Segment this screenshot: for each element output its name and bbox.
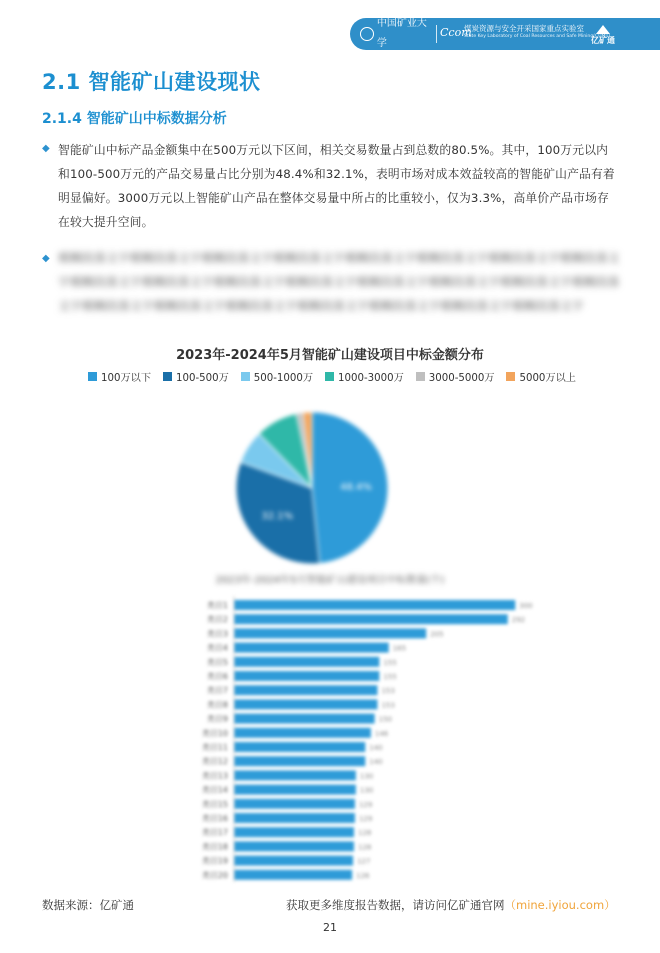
promo-line <box>286 897 616 913</box>
bar <box>234 714 375 724</box>
legend-item <box>416 368 495 384</box>
bar-value-label: 150 <box>378 715 392 724</box>
bar <box>234 699 377 709</box>
bar-category-label: 类目5 <box>206 657 228 667</box>
bar-value-label: 126 <box>356 871 370 880</box>
logo-divider <box>436 25 437 43</box>
bar-value-label: 205 <box>430 630 444 639</box>
bar-value-label: 140 <box>369 744 383 752</box>
website-link[interactable]: mine.iyiou.com <box>516 898 605 912</box>
legend-swatch <box>416 372 425 381</box>
bar-category-label: 类目4 <box>206 643 228 653</box>
bar-category-label: 类目1 <box>206 601 228 610</box>
university-logo-text: 中国矿业大学 <box>376 18 427 49</box>
promo-paren-open: （ <box>504 898 516 912</box>
diamond-bullet-icon: ◆ <box>42 143 50 154</box>
bar <box>234 785 356 795</box>
legend-label: 5000万以上 <box>519 372 576 384</box>
bar-category-label: 类目7 <box>206 686 228 696</box>
bar-value-label: 155 <box>383 673 397 681</box>
bar-value-label: 127 <box>357 857 371 866</box>
header-band <box>0 0 660 50</box>
diamond-bullet-icon: ◆ <box>42 253 50 264</box>
bar-chart-svg <box>62 596 562 882</box>
promo-paren-close: ） <box>604 898 616 912</box>
pie-slice-label: 32.1% <box>261 511 294 523</box>
bar-category-label: 类目6 <box>206 672 228 681</box>
bar-value-label: 165 <box>392 644 407 653</box>
promo-text: 获取更多维度报告数据，请访问亿矿通官网 <box>286 898 505 912</box>
bar-value-label: 153 <box>381 687 395 696</box>
lab-name-en: State Key Laboratory of Coal Resources and Safe Mining(CUMT) <box>464 34 611 39</box>
legend-label: 3000-5000万 <box>428 372 495 384</box>
legend-swatch <box>163 372 172 381</box>
analysis-paragraph: 智能矿山中标产品金额集中在500万元以下区间，相关交易数量占到总数的80.5%。其中，100万元以内和100-500万元的产品交易量占比分别为48.4%和32.1%，表明市场对成本效益较高的智能矿山产品有着明显偏好。3000万元以上智能矿山产品在整体交易量中所占的比重较小，仅为3.3%，高单价产品市场存在较大提升空间。 <box>58 143 615 229</box>
legend-item <box>163 368 229 384</box>
bar <box>234 600 515 610</box>
legend-swatch <box>241 372 250 381</box>
bar-value-label: 292 <box>511 616 526 625</box>
legend-label: 100-500万 <box>176 372 229 384</box>
bar-category-label: 类目17 <box>201 828 228 838</box>
legend-item <box>506 368 576 384</box>
bar <box>234 870 352 880</box>
pie-slice-label: 48.4% <box>340 481 372 493</box>
bar <box>234 827 354 837</box>
bar <box>234 643 389 653</box>
bar-category-label: 类目9 <box>206 714 228 724</box>
bar-category-label: 类目16 <box>201 814 228 823</box>
bar <box>234 813 355 823</box>
page-number: 21 <box>323 921 337 934</box>
bar <box>234 841 354 851</box>
bar-category-label: 类目10 <box>201 728 228 738</box>
bar-category-label: 类目19 <box>201 856 228 866</box>
legend-label: 100万以下 <box>101 372 152 384</box>
bar-value-label: 140 <box>369 758 383 767</box>
bar-value-label: 129 <box>358 800 373 809</box>
bar <box>234 770 356 780</box>
pie-chart-svg <box>232 392 392 572</box>
bar-category-label: 类目15 <box>201 799 228 809</box>
lab-logo-mark: Ccom <box>440 26 472 39</box>
bar-category-label: 类目8 <box>206 700 228 710</box>
university-logo <box>360 18 436 49</box>
bar-value-label: 146 <box>374 729 389 738</box>
bar <box>234 756 365 766</box>
data-source: 数据来源：亿矿通 <box>42 898 134 912</box>
brand-logo <box>590 24 622 46</box>
bar-value-label: 130 <box>359 786 374 795</box>
bar <box>234 799 355 809</box>
bar-category-label: 类目3 <box>206 629 228 639</box>
legend-item <box>88 368 151 384</box>
pie-chart-title: 2023年-2024年5月智能矿山建设项目中标金额分布 <box>176 348 484 363</box>
section-subtitle: 2.1.4 智能矿山中标数据分析 <box>42 111 227 127</box>
bar-value-label: 128 <box>358 843 372 852</box>
bar-category-label: 类目12 <box>201 757 228 767</box>
bar-value-label: 130 <box>359 772 374 781</box>
bar <box>234 657 379 667</box>
bar <box>234 628 426 638</box>
bar <box>234 685 377 695</box>
lab-name-cn: 煤炭资源与安全开采国家重点实验室 <box>464 24 584 33</box>
mountain-icon <box>596 25 610 34</box>
bar-chart <box>62 596 562 882</box>
legend-label: 500-1000万 <box>253 372 314 384</box>
legend-item <box>325 368 404 384</box>
pie-chart <box>232 392 392 572</box>
section-title: 2.1 智能矿山建设现状 <box>42 70 261 94</box>
bar-category-label: 类目11 <box>201 743 228 752</box>
bar-category-label: 类目2 <box>206 615 228 625</box>
pie-legend <box>42 368 622 384</box>
blurred-paragraph: 模糊段落文字模糊段落文字模糊段落文字模糊段落文字模糊段落文字模糊段落文字模糊段落文字模糊段落文字模糊段落文字模糊段落文字模糊段落文字模糊段落文字模糊段落文字模糊段落文字模糊段落文字模糊段落文字模糊段落文字模糊段落文字模糊段落文字模糊段落文字模糊段落文字模糊段落文字模糊段落文字 <box>58 251 620 313</box>
bar-value-label: 300 <box>519 602 533 610</box>
bar-value-label: 155 <box>383 658 397 667</box>
bar-category-label: 类目14 <box>201 785 228 795</box>
university-seal-icon <box>360 27 374 41</box>
bar-category-label: 类目13 <box>201 771 228 781</box>
legend-swatch <box>325 372 334 381</box>
legend-swatch <box>88 372 97 381</box>
bar-value-label: 128 <box>358 829 372 838</box>
header-band-edge <box>618 18 660 50</box>
legend-swatch <box>506 372 515 381</box>
bar-value-label: 129 <box>358 815 373 823</box>
bar-chart-caption: 2023年-2024年5月智能矿山建设项目中标数量(个) <box>215 575 445 586</box>
bar <box>234 671 379 681</box>
legend-label: 1000-3000万 <box>338 372 404 384</box>
brand-name: 亿矿通 <box>591 36 615 45</box>
bar <box>234 856 353 866</box>
bar <box>234 614 508 624</box>
bar-category-label: 类目20 <box>201 870 228 880</box>
legend-item <box>241 368 313 384</box>
bar <box>234 728 371 738</box>
bar-category-label: 类目18 <box>201 842 228 852</box>
bar-value-label: 153 <box>381 701 395 710</box>
bar <box>234 742 365 752</box>
